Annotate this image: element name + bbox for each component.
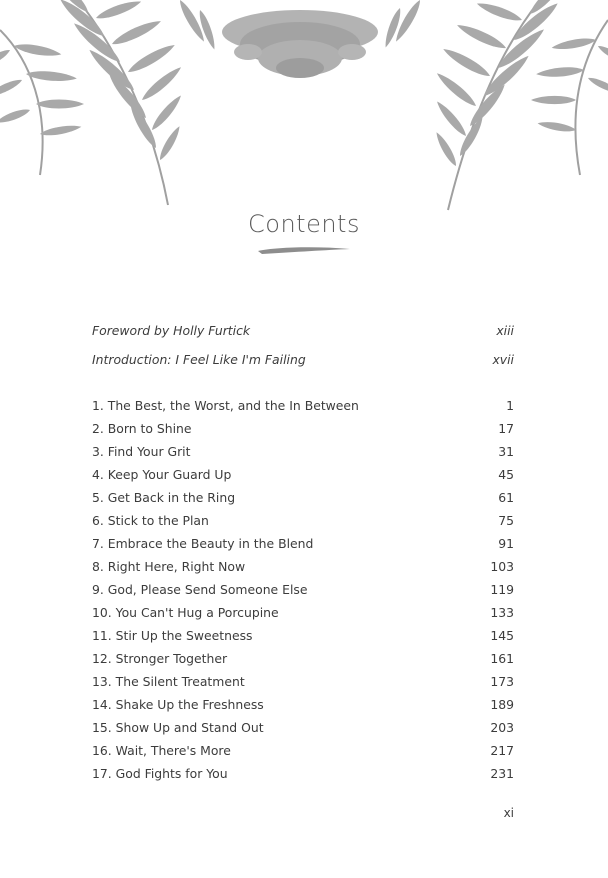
toc-entry-title: 15. Show Up and Stand Out <box>92 720 264 735</box>
toc-entry-chapter[interactable] <box>92 513 514 533</box>
toc-entry-page: 45 <box>498 467 514 482</box>
toc-entry-page: 31 <box>498 444 514 459</box>
toc-entry-title: 12. Stronger Together <box>92 651 228 666</box>
toc-entry-page: 203 <box>490 720 514 735</box>
toc-entry-page: xiii <box>496 323 514 338</box>
toc-entry-chapter[interactable] <box>92 651 514 671</box>
toc-entry-chapter[interactable] <box>92 697 514 717</box>
toc-entry-title: 7. Embrace the Beauty in the Blend <box>92 536 314 551</box>
toc-entry-chapter[interactable] <box>92 536 514 556</box>
toc-entry-title: 6. Stick to the Plan <box>92 513 209 528</box>
toc-entry-title: 11. Stir Up the Sweetness <box>92 628 253 643</box>
toc-entry-chapter[interactable] <box>92 582 514 602</box>
toc-entry-chapter[interactable] <box>92 628 514 648</box>
toc-entry-chapter[interactable] <box>92 766 514 786</box>
toc-entry-title: 13. The Silent Treatment <box>92 674 245 689</box>
toc-entry-title: 16. Wait, There's More <box>92 743 231 758</box>
toc-entry-page: 189 <box>490 697 514 712</box>
toc-entry-page: 119 <box>490 582 514 597</box>
toc-entry-chapter[interactable] <box>92 605 514 625</box>
right-fern-icon <box>382 0 608 210</box>
toc-entry-title: 9. God, Please Send Someone Else <box>92 582 308 597</box>
toc-entry-chapter[interactable] <box>92 720 514 740</box>
toc-entry-page: 91 <box>498 536 514 551</box>
toc-entry-page: 217 <box>490 743 514 758</box>
page-title: Contents <box>248 210 360 238</box>
toc-entry-title: Introduction: I Feel Like I'm Failing <box>92 352 306 367</box>
toc-entry-page: xvii <box>492 352 514 367</box>
toc-entry-foreword[interactable] <box>92 323 514 343</box>
flower-icon <box>222 10 378 78</box>
toc-entry-page: 103 <box>490 559 514 574</box>
page-number: xi <box>503 806 514 820</box>
toc-entry-title: 3. Find Your Grit <box>92 444 191 459</box>
toc-entry-title: Foreword by Holly Furtick <box>92 323 251 338</box>
toc-entry-title: 8. Right Here, Right Now <box>92 559 246 574</box>
toc-entry-chapter[interactable] <box>92 674 514 694</box>
toc-entry-title: 1. The Best, the Worst, and the In Between <box>92 398 359 413</box>
toc-entry-chapter[interactable] <box>92 421 514 441</box>
toc-entry-page: 133 <box>490 605 514 620</box>
toc-entry-page: 145 <box>490 628 514 643</box>
brush-underline <box>256 244 352 256</box>
toc-entry-page: 61 <box>498 490 514 505</box>
toc-entry-chapter[interactable] <box>92 398 514 418</box>
toc-entry-chapter[interactable] <box>92 467 514 487</box>
botanical-ornament <box>0 0 608 220</box>
left-fern-icon <box>0 0 218 205</box>
toc-entry-page: 17 <box>498 421 514 436</box>
toc-entry-page: 161 <box>490 651 514 666</box>
toc-entry-chapter[interactable] <box>92 490 514 510</box>
toc-entry-chapter[interactable] <box>92 743 514 763</box>
toc-entry-title: 14. Shake Up the Freshness <box>92 697 264 712</box>
toc-entry-title: 4. Keep Your Guard Up <box>92 467 232 482</box>
toc-entry-title: 17. God Fights for You <box>92 766 228 781</box>
toc-entry-title: 2. Born to Shine <box>92 421 192 436</box>
toc-entry-title: 10. You Can't Hug a Porcupine <box>92 605 279 620</box>
toc-entry-page: 75 <box>498 513 514 528</box>
toc-entry-title: 5. Get Back in the Ring <box>92 490 236 505</box>
toc-entry-chapter[interactable] <box>92 559 514 579</box>
toc-entry-page: 1 <box>506 398 514 413</box>
toc-entry-chapter[interactable] <box>92 444 514 464</box>
toc-entry-introduction[interactable] <box>92 352 514 372</box>
toc-entry-page: 231 <box>490 766 514 781</box>
toc-entry-page: 173 <box>490 674 514 689</box>
